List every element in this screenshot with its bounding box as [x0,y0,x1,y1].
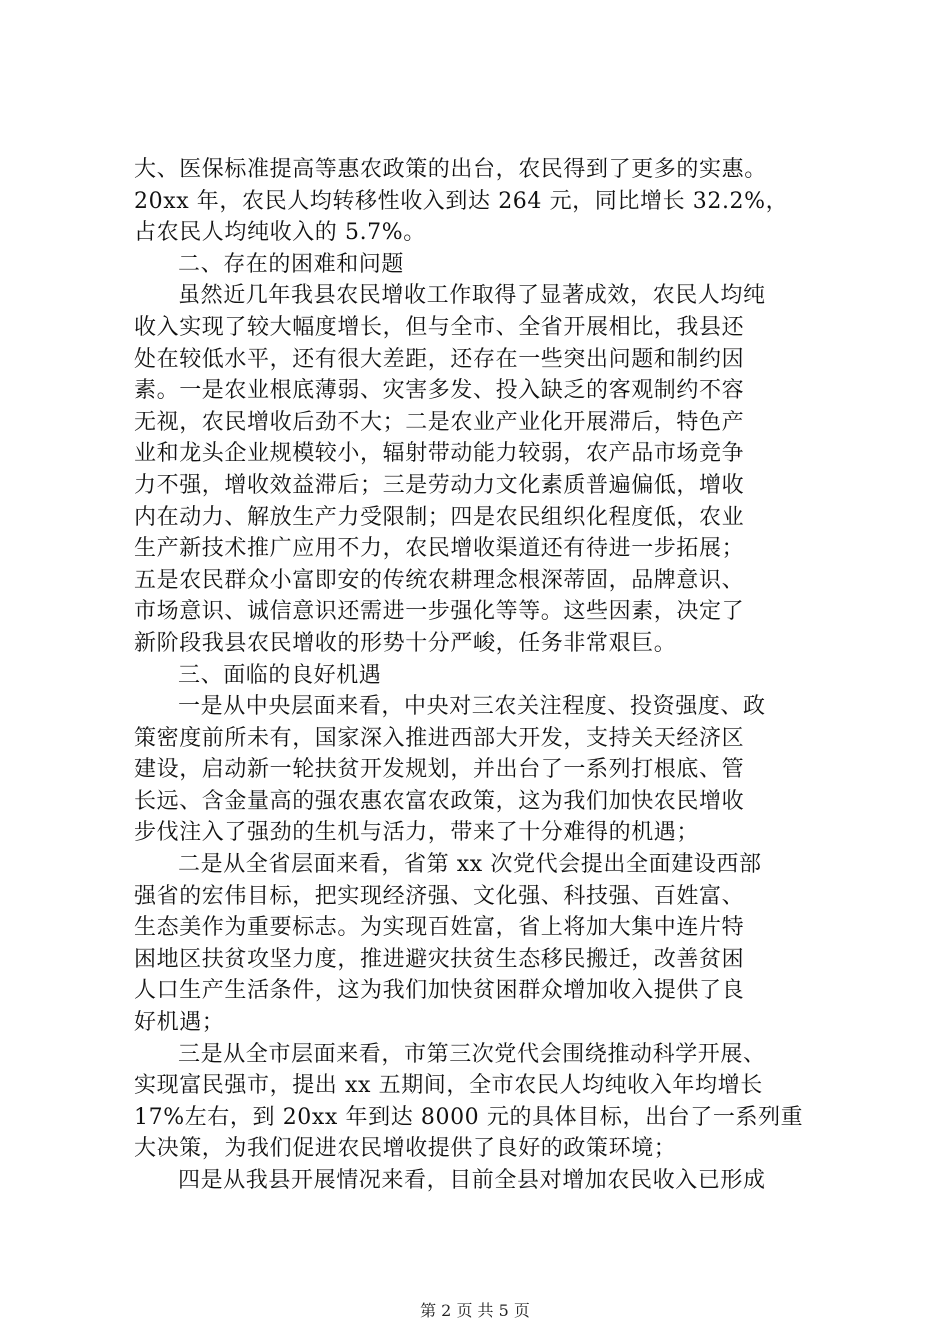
text-line: 处在较低水平，还有很大差距，还存在一些突出问题和制约因 [134,346,745,372]
text-line: 大、医保标准提高等惠农政策的出台，农民得到了更多的实惠。 [134,157,767,182]
text-line: 人口生产生活条件，这为我们加快贫困群众增加收入提供了良 [134,978,745,1004]
text-line: 素。一是农业根底薄弱、灾害多发、投入缺乏的客观制约不容 [134,378,745,404]
text-line: 五是农民群众小富即安的传统农耕理念根深蒂固，品牌意识、 [134,567,745,593]
text-line: 20xx 年，农民人均转移性收入到达 264 元，同比增长 32.2%， [134,188,789,214]
text-line: 虽然近几年我县农民增收工作取得了显著成效，农民人均纯 [178,283,766,309]
text-line: 一是从中央层面来看，中央对三农关注程度、投资强度、政 [178,694,766,720]
text-line: 好机遇； [134,1010,225,1036]
text-line: 步伐注入了强劲的生机与活力，带来了十分难得的机遇； [134,820,700,846]
text-line: 长远、含金量高的强农惠农富农政策，这为我们加快农民增收 [134,788,745,814]
text-line: 17%左右，到 20xx 年到达 8000 元的具体目标，出台了一系列重 [134,1104,804,1130]
text-line: 强省的宏伟目标，把实现经济强、文化强、科技强、百姓富、 [134,883,745,909]
text-line: 实现富民强市，提出 xx 五期间，全市农民人均纯收入年均增长 [134,1073,763,1099]
text-line: 策密度前所未有，国家深入推进西部大开发，支持关天经济区 [134,725,745,751]
text-line: 二是从全省层面来看，省第 xx 次党代会提出全面建设西部 [178,852,762,878]
text-line: 收入实现了较大幅度增长，但与全市、全省开展相比，我县还 [134,314,745,340]
text-line: 大决策，为我们促进农民增收提供了良好的政策环境； [134,1136,677,1162]
section-heading: 三、面临的良好机遇 [178,662,382,688]
text-line: 三是从全市层面来看，市第三次党代会围绕推动科学开展、 [178,1041,766,1067]
text-line: 市场意识、诚信意识还需进一步强化等等。这些因素，决定了 [134,599,745,625]
text-line: 生产新技术推广应用不力，农民增收渠道还有待进一步拓展； [134,536,745,562]
text-line: 业和龙头企业规模较小，辐射带动能力较弱，农产品市场竞争 [134,441,745,467]
text-line: 四是从我县开展情况来看，目前全县对增加农民收入已形成 [178,1168,766,1193]
text-line: 建设，启动新一轮扶贫开发规划，并出台了一系列打根底、管 [134,757,745,783]
text-line: 内在动力、解放生产力受限制；四是农民组织化程度低，农业 [134,504,745,530]
text-line: 生态美作为重要标志。为实现百姓富，省上将加大集中连片特 [134,915,745,941]
text-line: 占农民人均纯收入的 5.7%。 [134,220,426,246]
text-line: 困地区扶贫攻坚力度，推进避灾扶贫生态移民搬迁，改善贫困 [134,946,745,972]
document-body [134,154,834,1197]
text-line: 新阶段我县农民增收的形势十分严峻，任务非常艰巨。 [134,630,677,656]
text-line: 无视，农民增收后劲不大；二是农业产业化开展滞后，特色产 [134,409,745,435]
section-heading: 二、存在的困难和问题 [178,251,405,277]
text-line: 力不强，增收效益滞后；三是劳动力文化素质普遍偏低，增收 [134,472,745,498]
page-number-footer: 第 2 页 共 5 页 [420,1301,530,1320]
